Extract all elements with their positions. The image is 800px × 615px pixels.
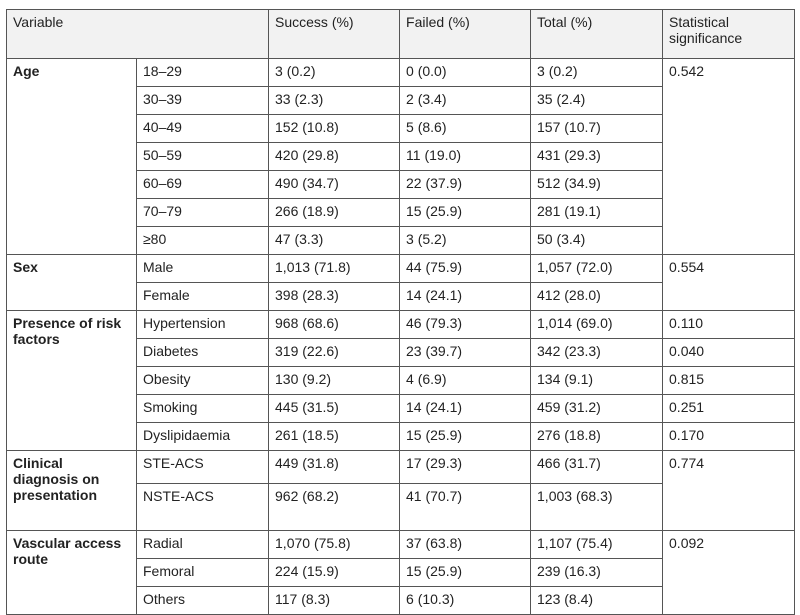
success-cell: 33 (2.3) <box>269 87 400 115</box>
total-cell: 342 (23.3) <box>531 339 663 367</box>
total-cell: 1,107 (75.4) <box>531 531 663 559</box>
category-cell: 60–69 <box>137 171 269 199</box>
failed-cell: 23 (39.7) <box>400 339 531 367</box>
failed-cell: 6 (10.3) <box>400 587 531 615</box>
significance-cell: 0.110 <box>663 311 795 339</box>
table-row <box>7 311 795 339</box>
category-cell: Diabetes <box>137 339 269 367</box>
total-cell: 50 (3.4) <box>531 227 663 255</box>
group-label-sex: Sex <box>7 255 137 311</box>
failed-cell: 37 (63.8) <box>400 531 531 559</box>
failed-cell: 17 (29.3) <box>400 451 531 484</box>
total-cell: 466 (31.7) <box>531 451 663 484</box>
success-cell: 449 (31.8) <box>269 451 400 484</box>
category-cell: 30–39 <box>137 87 269 115</box>
success-cell: 968 (68.6) <box>269 311 400 339</box>
category-cell: NSTE-ACS <box>137 484 269 531</box>
total-cell: 157 (10.7) <box>531 115 663 143</box>
success-cell: 266 (18.9) <box>269 199 400 227</box>
success-cell: 1,013 (71.8) <box>269 255 400 283</box>
failed-cell: 46 (79.3) <box>400 311 531 339</box>
group-label-vascular-access: Vascular access route <box>7 531 137 615</box>
total-cell: 35 (2.4) <box>531 87 663 115</box>
success-cell: 962 (68.2) <box>269 484 400 531</box>
failed-cell: 3 (5.2) <box>400 227 531 255</box>
category-cell: Dyslipidaemia <box>137 423 269 451</box>
total-cell: 412 (28.0) <box>531 283 663 311</box>
significance-cell: 0.251 <box>663 395 795 423</box>
total-cell: 1,003 (68.3) <box>531 484 663 531</box>
total-cell: 276 (18.8) <box>531 423 663 451</box>
category-cell: Smoking <box>137 395 269 423</box>
success-cell: 117 (8.3) <box>269 587 400 615</box>
failed-cell: 15 (25.9) <box>400 559 531 587</box>
success-cell: 47 (3.3) <box>269 227 400 255</box>
category-cell: Femoral <box>137 559 269 587</box>
success-cell: 398 (28.3) <box>269 283 400 311</box>
total-cell: 123 (8.4) <box>531 587 663 615</box>
failed-cell: 5 (8.6) <box>400 115 531 143</box>
total-cell: 239 (16.3) <box>531 559 663 587</box>
table-row <box>7 255 795 283</box>
success-cell: 490 (34.7) <box>269 171 400 199</box>
failed-cell: 22 (37.9) <box>400 171 531 199</box>
significance-cell: 0.554 <box>663 255 795 311</box>
table-row <box>7 531 795 559</box>
failed-cell: 2 (3.4) <box>400 87 531 115</box>
header-success: Success (%) <box>269 10 400 59</box>
header-total: Total (%) <box>531 10 663 59</box>
data-table <box>6 9 795 615</box>
total-cell: 1,014 (69.0) <box>531 311 663 339</box>
success-cell: 224 (15.9) <box>269 559 400 587</box>
success-cell: 420 (29.8) <box>269 143 400 171</box>
total-cell: 3 (0.2) <box>531 59 663 87</box>
significance-cell: 0.092 <box>663 531 795 615</box>
failed-cell: 14 (24.1) <box>400 395 531 423</box>
category-cell: STE-ACS <box>137 451 269 484</box>
table-row <box>7 59 795 87</box>
category-cell: Obesity <box>137 367 269 395</box>
success-cell: 3 (0.2) <box>269 59 400 87</box>
category-cell: 50–59 <box>137 143 269 171</box>
failed-cell: 14 (24.1) <box>400 283 531 311</box>
failed-cell: 0 (0.0) <box>400 59 531 87</box>
total-cell: 431 (29.3) <box>531 143 663 171</box>
total-cell: 281 (19.1) <box>531 199 663 227</box>
failed-cell: 11 (19.0) <box>400 143 531 171</box>
success-cell: 261 (18.5) <box>269 423 400 451</box>
header-row <box>7 10 795 59</box>
group-label-age: Age <box>7 59 137 255</box>
success-cell: 319 (22.6) <box>269 339 400 367</box>
header-failed: Failed (%) <box>400 10 531 59</box>
success-cell: 445 (31.5) <box>269 395 400 423</box>
category-cell: 70–79 <box>137 199 269 227</box>
failed-cell: 4 (6.9) <box>400 367 531 395</box>
failed-cell: 44 (75.9) <box>400 255 531 283</box>
failed-cell: 15 (25.9) <box>400 199 531 227</box>
category-cell: 18–29 <box>137 59 269 87</box>
category-cell: Hypertension <box>137 311 269 339</box>
success-cell: 130 (9.2) <box>269 367 400 395</box>
significance-cell: 0.170 <box>663 423 795 451</box>
success-cell: 152 (10.8) <box>269 115 400 143</box>
significance-cell: 0.774 <box>663 451 795 531</box>
significance-cell: 0.040 <box>663 339 795 367</box>
total-cell: 1,057 (72.0) <box>531 255 663 283</box>
group-label-clinical-diagnosis: Clinical diagnosis on presentation <box>7 451 137 531</box>
category-cell: Others <box>137 587 269 615</box>
failed-cell: 41 (70.7) <box>400 484 531 531</box>
category-cell: ≥80 <box>137 227 269 255</box>
success-cell: 1,070 (75.8) <box>269 531 400 559</box>
significance-cell: 0.542 <box>663 59 795 255</box>
group-label-risk-factors: Presence of risk factors <box>7 311 137 451</box>
category-cell: 40–49 <box>137 115 269 143</box>
header-significance: Statistical significance <box>663 10 795 59</box>
failed-cell: 15 (25.9) <box>400 423 531 451</box>
category-cell: Female <box>137 283 269 311</box>
total-cell: 134 (9.1) <box>531 367 663 395</box>
category-cell: Radial <box>137 531 269 559</box>
category-cell: Male <box>137 255 269 283</box>
table-row <box>7 451 795 484</box>
total-cell: 512 (34.9) <box>531 171 663 199</box>
total-cell: 459 (31.2) <box>531 395 663 423</box>
header-variable: Variable <box>7 10 269 59</box>
significance-cell: 0.815 <box>663 367 795 395</box>
